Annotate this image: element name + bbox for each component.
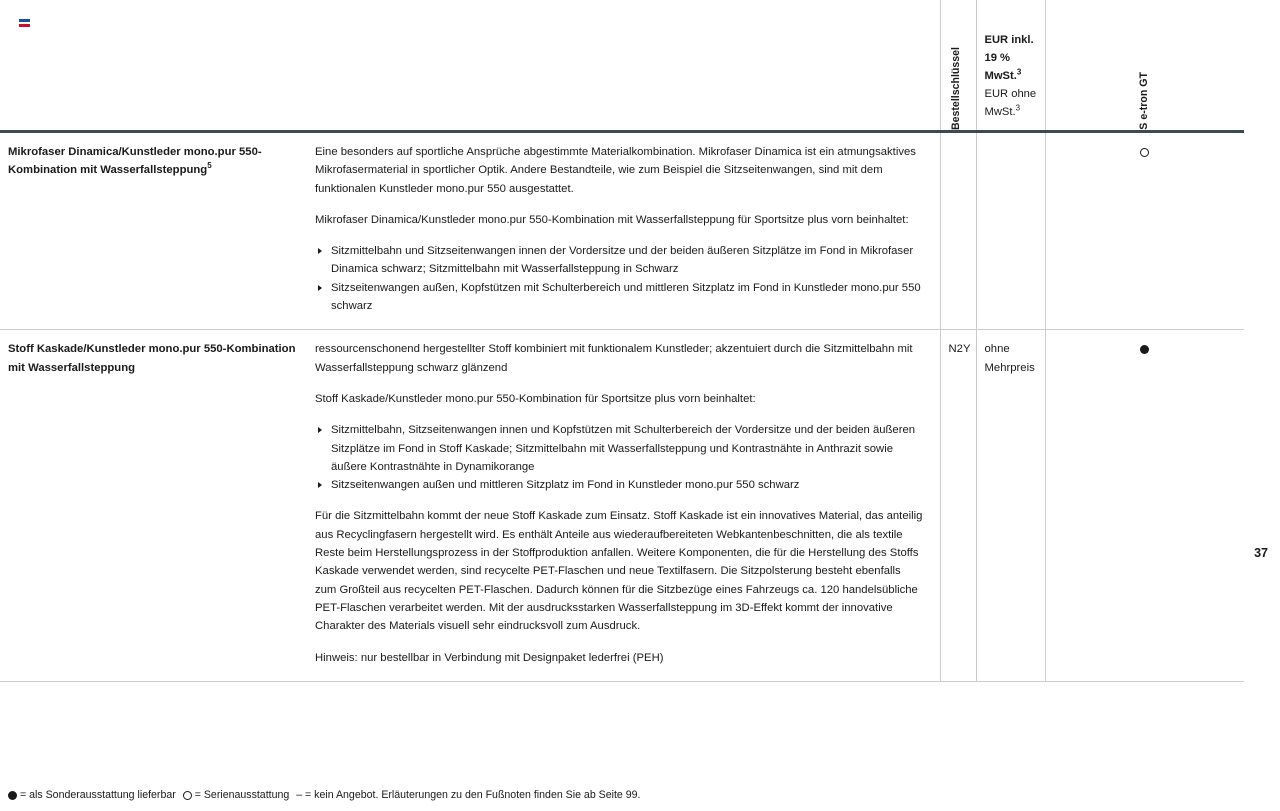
legend-standard-text: = Serienausstattung: [194, 789, 290, 801]
table-row: [0, 330, 1244, 681]
header-model: [1045, 0, 1244, 132]
row-description: [315, 330, 940, 681]
description-bullet-list: [315, 242, 924, 315]
row-order-key: N2Y: [940, 330, 976, 681]
list-item: Sitzmittelbahn und Sitzseitenwangen innen der Vordersitze und der beiden äußeren Sitzplätze im Fond in Mikrofaser Dinamica schwarz; Sitzmittelbahn mit Wasserfallsteppung in Schwarz: [315, 242, 924, 279]
description-paragraph: ressourcenschonend hergestellter Stoff kombiniert mit funktionalem Kunstleder; akzentuiert durch die Sitzmittelbahn mit Wasserfallsteppung schwarz glänzend: [315, 343, 913, 374]
list-item: Sitzseitenwangen außen, Kopfstützen mit Schulterbereich und mittleren Sitzplatz im Fond in Kunstleder mono.pur 550 schwarz: [315, 279, 924, 316]
row-description: [315, 132, 940, 330]
header-price-line4-sup: 3: [1015, 103, 1021, 113]
header-description: [315, 0, 940, 132]
row-name-text: Stoff Kaskade/Kunstleder mono.pur 550-Kombination mit Wasserfallsteppung: [8, 343, 296, 374]
header-price-line4: MwSt.: [984, 106, 1016, 119]
standard-equipment-icon: [1140, 148, 1149, 157]
description-paragraph: Mikrofaser Dinamica/Kunstleder mono.pur 550-Kombination mit Wasserfallsteppung für Sportsitze plus vorn beinhaltet:: [315, 213, 909, 226]
row-name-footnote: 5: [207, 161, 212, 171]
description-bullet-list: [315, 421, 924, 494]
legend-none-text: – = kein Angebot. Erläuterungen zu den Fußnoten finden Sie ab Seite 99.: [296, 789, 641, 801]
header-price-line3: EUR ohne: [984, 88, 1037, 101]
row-name: [0, 132, 315, 330]
list-item: Sitzseitenwangen außen und mittleren Sitzplatz im Fond in Kunstleder mono.pur 550 schwarz: [315, 476, 924, 494]
description-paragraph: Eine besonders auf sportliche Ansprüche abgestimmte Materialkombination. Mikrofaser Dinamica ist ein atmungsaktives Mikrofasermaterial in sportlicher Optik. Andere Bestandteile, wie zum Beispiel die Sitzseitenwangen, sind mit dem funktionalen Kunstleder mono.pur 550 ausgestattet.: [315, 146, 916, 195]
row-price: [976, 132, 1045, 330]
footer-legend: [8, 789, 644, 801]
table-row: [0, 132, 1244, 330]
optional-equipment-icon: [8, 791, 17, 800]
description-paragraph: Stoff Kaskade/Kunstleder mono.pur 550-Kombination für Sportsitze plus vorn beinhaltet:: [315, 392, 756, 405]
row-name-text: Mikrofaser Dinamica/Kunstleder mono.pur 550-Kombination mit Wasserfallsteppung: [8, 146, 262, 177]
list-item: Sitzmittelbahn, Sitzseitenwangen innen und Kopfstützen mit Schulterbereich der Vordersitze und der beiden äußeren Sitzplätze im Fond in Stoff Kaskade; Sitzmittelbahn mit Wasserfallsteppung und Kontrastnähte in Anthrazit sowie äußere Kontrastnähte in Dynamikorange: [315, 421, 924, 476]
description-note: Hinweis: nur bestellbar in Verbindung mit Designpaket lederfrei (PEH): [315, 651, 664, 664]
legend-special-text: = als Sonderausstattung lieferbar: [20, 789, 176, 801]
table-header-row: [0, 0, 1244, 132]
optional-equipment-icon: [1140, 345, 1149, 354]
standard-equipment-icon: [183, 791, 192, 800]
description-paragraph: Für die Sitzmittelbahn kommt der neue Stoff Kaskade zum Einsatz. Stoff Kaskade ist ein innovatives Material, das anteilig aus Recyclingfasern hergestellt wird. Es enthält Anteile aus wiederaufbereiteten Webkantenbeschnitten, die als textile Reste beim Herstellungsprozess in der Stoffproduktion anfallen. Weitere Komponenten, die für die Herstellung des Stoffs Kaskade verwendet werden, sind recycelte PET-Flaschen und neue Textilfasern. Die Sitzpolsterung besteht ebenfalls zum Großteil aus recycelten PET-Flaschen. Dadurch können für die Sitzbezüge eines Fahrzeugs ca. 120 handelsübliche PET-Flaschen verarbeitet werden. Mit der ausdrucksstarken Wasserfallsteppung im 3D-Effekt kommt der innovative Charakter des Materials visuell sehr eindrucksvoll zum Ausdruck.: [315, 510, 923, 633]
row-availability: [1045, 132, 1244, 330]
header-price-line2-sup: 3: [1016, 67, 1022, 77]
header-order-key: [940, 0, 976, 132]
row-price: ohne Mehrpreis: [976, 330, 1045, 681]
header-price-line1: EUR inkl.: [984, 34, 1034, 47]
header-model-label: S e-tron GT: [1138, 72, 1151, 130]
page-number: 37: [1254, 546, 1268, 560]
row-availability: [1045, 330, 1244, 681]
header-price-line2: 19 % MwSt.: [984, 52, 1017, 83]
header-order-key-label: Bestellschlüssel: [949, 46, 962, 130]
header-price: [976, 0, 1045, 132]
row-order-key: [940, 132, 976, 330]
header-name: [0, 0, 315, 132]
row-name: [0, 330, 315, 681]
